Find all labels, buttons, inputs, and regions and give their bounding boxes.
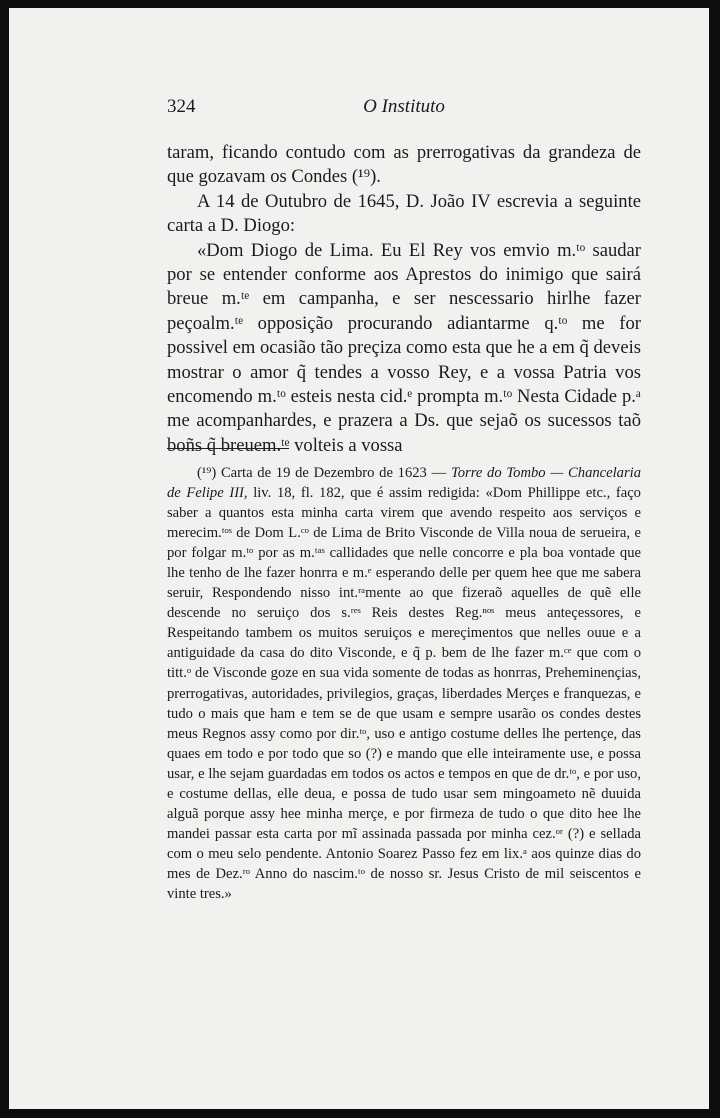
main-text (167, 141, 641, 458)
paragraph-letter-intro: A 14 de Outubro de 1645, D. João IV escrevia a seguinte carta a D. Diogo: (167, 190, 641, 237)
paragraph-letter: «Dom Diogo de Lima. Eu El Rey vos emvio m.ᵗᵒ saudar por se entender conforme aos Aprestos do inimigo que sairá breue m.ᵗᵉ em campanha, e ser nescessario hirlhe fazer peçoalm.ᵗᵉ opposição procurando adiantarme q.ᵗᵒ me for possivel em ocasião tão preçiza como esta que he a em q̃ deveis mostrar o amor q̃ tendes a vosso Rey, e a vossa Patria vos encomendo m.ᵗᵒ esteis nesta cid.ᵉ prompta m.ᵗᵒ Nesta Cidade p.ᵃ me acompanhardes, e prazera a Ds. que sejaõ os sucessos taõ boñs q̃ breuem.ᵗᵉ volteis a vossa (167, 239, 641, 456)
page-number: 324 (167, 96, 196, 117)
footnote-lead: Carta de 19 de Dezembro de 1623 — (220, 465, 447, 481)
footnote-marker: (¹⁹) (197, 465, 217, 481)
running-title: O Instituto (363, 96, 445, 117)
footnote-reference: liv. 18, fl. 182, que é assim redigida: (253, 485, 480, 502)
book-page (9, 8, 709, 1109)
footnote (167, 463, 641, 904)
footnote-source: Torre do Tombo — Chancelaria de Felipe III, (167, 465, 641, 502)
footnote-quote: «Dom Phillippe etc., faço saber a quantos esta minha carta virem que avendo respeito aos serviços e merecim.ᵗᵒˢ de Dom L.ᶜᵒ de Lima de Brito Visconde de Villa noua de serueira, e por folgar m.ᵗᵒ por as m.ᵗᵃˢ callidades que nelle concorre e pla boa vontade que lhe tenho de lhe fazer honrra e m.ᵉ esperando delle per quem hee que me sabera seruir, Respondendo nisso int.ʳᵃmente ao que fizeraõ aquelles de quẽ elle descende no seruiço dos s.ʳᵉˢ Reis destes Reg.ⁿᵒˢ meus anteçessores, e Respeitando tambem os muitos seruiços e mereçimentos que nelles ouue e a antiguidade da casa do dito Visconde, e q̃ p. bem de lhe fazer m.ᶜᵉ que com o titt.ᵒ de Visconde goze en sua vida somente de todas as honrras, Preheminençias, prerrogativas, autoridades, privilegios, graças, liberdades Merçes e franquezas, e tudo o mais que ham e tem se de que usam e sempre usarão os condes destes meus Regnos assy como por dir.ᵗᵒ, uso e antigo costume delles lhe pertençe, das quaes em todo e por todo que so (?) e mando que elle inteiramente use, e possa usar, e lhe sejam guardadas em todos os actos e tempos en que de dr.ᵗᵒ, e por uso, e costume dellas, elle deua, e possa de tudo usar sem mingoameto nẽ duuida alguã porque assy hee minha merçe, e por firmeza de tudo o que dito hee lhe mandei passar esta carta por mĩ assinada passada por minha cez.ᵒʳ (?) e sellada com o meu selo pendente. Antonio Soarez Passo fez em lix.ᵃ aos quinze dias do mes de Dez.ʳᵒ Anno do nascim.ᵗᵒ de nosso sr. Jesus Cristo de mil seiscentos e vinte tres.» (167, 485, 641, 902)
footnote-divider (167, 448, 289, 449)
page-header (167, 96, 641, 126)
paragraph-continuation: taram, ficando contudo com as prerrogativas da grandeza de que gozavam os Condes (¹⁹). (167, 142, 641, 188)
